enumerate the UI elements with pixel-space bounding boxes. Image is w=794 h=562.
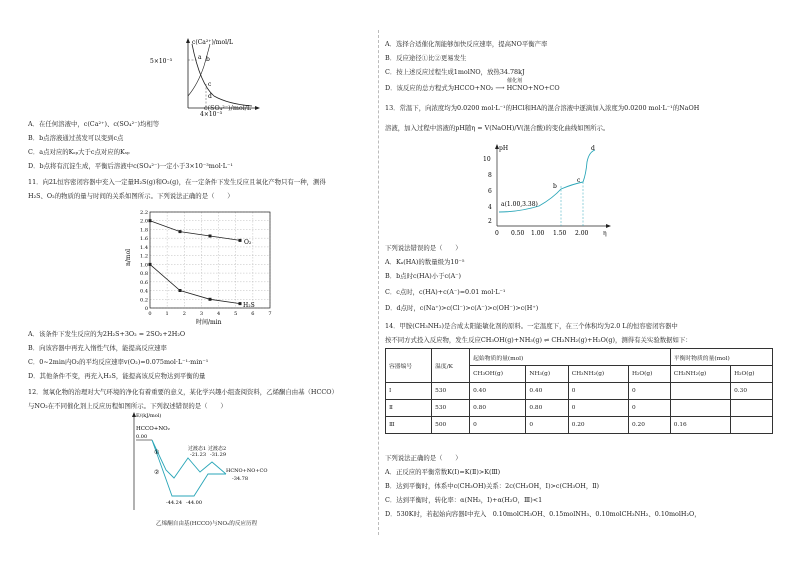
q11-o2-line: [150, 221, 240, 241]
q10-y-label: c(Ca²⁺)/mol/L: [192, 39, 234, 46]
q11-h2s-label: H₂S: [243, 302, 255, 309]
q12-stem-1: 12．氮氧化物的治理对大气环境的净化有着重要的意义，某化学兴趣小组查阅资料，乙烯酮自由基（HCCO）: [28, 388, 338, 396]
q11-x-tick-label: 4: [216, 311, 221, 317]
q10-point-d: d: [208, 93, 212, 100]
q14-option-c: C．达到平衡时，转化率：α(NH₃，Ⅰ)+α(H₂O，Ⅲ)<1: [385, 496, 543, 504]
q12-caption: 乙烯酮自由基(HCCO)与NO₂的反应历程: [156, 521, 258, 527]
q13-ylabel: pH: [499, 145, 509, 152]
q12-stem-2: 与NO₂在不同催化剂上反应历程如图所示。下列叙述错误的是（ ）: [28, 402, 227, 410]
q12-ylabel: E/(kJ/mol): [136, 413, 162, 419]
svg-text:2: 2: [488, 218, 492, 225]
q12-product-value: -34.78: [232, 476, 249, 482]
q11-stem-2: H₂S、O₂的物质的量与时间的关系如图所示。下列说法正确的是（ ）: [28, 192, 234, 200]
q11-y-tick-label: 1.0: [140, 262, 148, 269]
q10-option-a: A．在任何溶液中，c(Ca²⁺)、c(SO₄²⁻)均相等: [28, 120, 160, 128]
q11-x-tick-label: 3: [199, 311, 204, 317]
q11-x-tick-label: 0: [148, 311, 152, 317]
q13-point-b: b: [553, 183, 557, 190]
q12-option-c: C．按上述反应过程生成1molNO，放热34.78kJ: [385, 68, 525, 76]
q13-stem-2: 溶液，加入过程中溶液的pH随η = V(NaOH)/V(混合酸)的变化曲线如图所示。: [385, 124, 610, 132]
q11-option-c: C．0~2min内O₂的平均反应速率v(O₂)=0.075mol·L⁻¹·min⁻¹: [28, 358, 209, 366]
q13-question: 下列说法错误的是（ ）: [385, 244, 462, 252]
column-divider: [378, 30, 379, 535]
q11-option-d: D．其他条件不变，再充入H₂S，能提高该反应物达到平衡的量: [28, 372, 206, 380]
q10-option-d: D．b点将有沉淀生成，平衡后溶液中c(SO₄²⁻)一定小于3×10⁻³mol·L⁻¹: [28, 162, 233, 170]
q11-markers: [149, 219, 242, 305]
q12-option-d: D．该反应的总方程式为HCCO+NO₂ ⟶ HCNO+NO+CO: [385, 84, 560, 92]
q13-option-d: D．d点时，c(Na⁺)>c(Cl⁻)>c(A⁻)>c(OH⁻)>c(H⁺): [385, 304, 539, 312]
q10-option-b: B．b点溶液通过蒸发可以变到c点: [28, 134, 124, 142]
svg-text:2.00: 2.00: [575, 230, 589, 237]
q10-point-a: a: [198, 54, 202, 61]
q10-x-tick: 4×10⁻³: [200, 111, 223, 118]
q14-head-container: 容器编号: [386, 349, 432, 383]
q12-start-value: 0.00: [136, 434, 148, 440]
q11-x-tick-label: 2: [182, 311, 186, 317]
q11-ylabel: n/mol: [125, 248, 132, 266]
q11-x-ticks: [148, 311, 271, 317]
q13-option-c: C．c点时，c(HA)+c(A⁻)=0.01 mol·L⁻¹: [385, 288, 506, 296]
q11-x-tick-label: 6: [251, 311, 255, 317]
q11-y-tick-label: 2.2: [140, 210, 148, 216]
q12-option-b: B．反应途径①比②更易发生: [385, 54, 467, 62]
q11-y-tick-label: 1.8: [140, 227, 148, 234]
q13-option-b: B．b点时c(HA)小于c(A⁻): [385, 272, 462, 280]
q12-ts2: 过渡态2: [208, 446, 227, 452]
q12-path1-mark: ①: [154, 449, 160, 456]
q12-int1: -44.24: [166, 500, 183, 506]
q11-y-tick-label: 1.6: [140, 236, 148, 243]
q10-option-c: C．a点对应的Kₛₚ大于c点对应的Kₛₚ: [28, 148, 130, 156]
q14-question: 下列说法正确的是（ ）: [385, 454, 462, 462]
q12-option-a: A．选择合适催化剂能够加快反应速率，提高NO平衡产率: [385, 40, 548, 48]
q11-y-tick-label: 2.0: [140, 218, 148, 225]
q12-ts2-value: -31.29: [210, 452, 227, 458]
q14-sub: H₂O(g): [629, 366, 671, 383]
q11-y-tick-label: 0.4: [140, 288, 148, 295]
q10-x-label: c(SO₄²⁻)/mol/L: [204, 104, 252, 112]
table-row: Ⅱ 530 0.80 0.80 0 0: [386, 400, 773, 417]
q10-point-c: c: [208, 81, 212, 88]
q14-head-initial: 起始物质的量(mol): [470, 349, 671, 366]
q10-y-tick: 5×10⁻³: [150, 58, 173, 65]
svg-text:4: 4: [488, 204, 492, 211]
q14-sub: NH₃(g): [526, 366, 568, 383]
svg-text:1.50: 1.50: [553, 230, 567, 237]
q14-sub: CH₃NH₂(g): [568, 366, 628, 383]
q12-path2-mark: ②: [154, 469, 160, 476]
q11-y-tick-label: 0.8: [140, 271, 148, 278]
q12-energy-diagram: [128, 410, 288, 520]
q13-xlabel: η: [603, 230, 607, 237]
svg-text:0.50: 0.50: [511, 230, 525, 237]
q11-y-tick-label: 1.2: [140, 253, 148, 260]
q14-sub: CH₃OH(g): [470, 366, 526, 383]
q11-o2-label: O₂: [244, 239, 252, 246]
svg-text:8: 8: [488, 172, 492, 179]
left-column: [28, 0, 373, 562]
q12-catalyst-label: 催化剂: [507, 78, 523, 84]
q13-option-a: A．Kₐ(HA)的数量级为10⁻⁵: [385, 258, 465, 266]
q11-xlabel: 时间/min: [196, 319, 222, 326]
q12-product-label: HCNO+NO+CO: [226, 468, 268, 474]
table-row: Ⅲ 500 0 0 0.20 0.20 0.16: [386, 417, 773, 434]
q11-y-tick-label: 0.6: [140, 279, 148, 286]
q14-option-b: B．达到平衡时，体系中c(CH₃OH)关系：2c(CH₃OH，Ⅰ)>c(CH₃OH，Ⅱ): [385, 482, 600, 490]
q14-option-d: D．530K时，若起始向容器Ⅰ中充入 0.10molCH₃OH、0.15molNH₃、0.10molCH₃NH₂、0.10molH₂O，: [385, 510, 701, 518]
q14-data-table: [385, 348, 773, 434]
q11-y-tick-label: 0.2: [140, 297, 148, 304]
q11-x-tick-label: 1: [165, 311, 169, 317]
right-column: [385, 0, 775, 562]
q13-y-ticks: [483, 156, 492, 225]
q13-stem-1: 13．常温下，向浓度均为0.0200 mol·L⁻¹的HCl和HA的混合溶液中逐滴加入浓度为0.0200 mol·L⁻¹的NaOH: [385, 104, 700, 112]
q14-stem-2: 按不同方式投入反应物，发生反应CH₃OH(g)+NH₃(g) ⇌ CH₃NH₂(g)+H₂O(g)，测得有关实验数据如下：: [385, 336, 692, 344]
q12-ts1: 过渡态1: [188, 446, 207, 452]
q11-x-tick-label: 5: [234, 311, 238, 317]
q14-option-a: A．正反应的平衡常数K(Ⅰ)=K(Ⅱ)>K(Ⅲ): [385, 468, 501, 476]
q11-y-tick-label: 1.4: [140, 244, 148, 251]
q10-point-b: b: [206, 56, 210, 63]
q14-head-temp: 温度/K: [432, 349, 470, 383]
q13-point-c: c: [577, 177, 581, 184]
q14-stem-1: 14．甲胺(CH₃NH₂)是合成太阳能敏化剂的原料。一定温度下，在三个体积均为2.0 L的恒容密闭容器中: [385, 322, 678, 330]
svg-text:10: 10: [483, 156, 491, 163]
q11-stem-1: 11．向2L恒容密闭容器中充入一定量H₂S(g)和O₂(g)，在一定条件下发生反应且氧化产物只有一种，测得: [28, 178, 326, 186]
q13-x-ticks: [495, 230, 589, 237]
q11-y-ticks: [140, 210, 148, 312]
q11-h2s-line: [150, 264, 240, 303]
q11-chart: [120, 204, 280, 326]
q12-ts1-value: -21.23: [190, 452, 207, 458]
q13-point-a: a(1.00,3.38): [501, 201, 538, 208]
table-row: Ⅰ 530 0.40 0.40 0 0 0.30: [386, 383, 773, 400]
q14-head-equil: 平衡时物质的量(mol): [670, 349, 772, 366]
q13-titration-chart: [483, 140, 633, 240]
q13-point-d: d: [591, 145, 595, 152]
svg-text:6: 6: [488, 188, 492, 195]
svg-text:1.00: 1.00: [531, 230, 545, 237]
q11-option-b: B．向该容器中再充入惰性气体，能提高反应速率: [28, 344, 167, 352]
q11-option-a: A．该条件下发生反应的为2H₂S+3O₂ = 2SO₂+2H₂O: [28, 330, 186, 338]
q11-x-tick-label: 7: [268, 311, 272, 317]
q12-start-label: HCCO+NO₂: [136, 426, 170, 432]
q11-y-tick-label: 0: [144, 306, 148, 312]
q14-sub: CH₃NH₂(g): [670, 366, 730, 383]
svg-text:0: 0: [495, 230, 499, 237]
q11-gridlines: [150, 212, 270, 308]
q12-int2: -44.00: [186, 500, 203, 506]
q14-sub: H₂O(g): [731, 366, 773, 383]
